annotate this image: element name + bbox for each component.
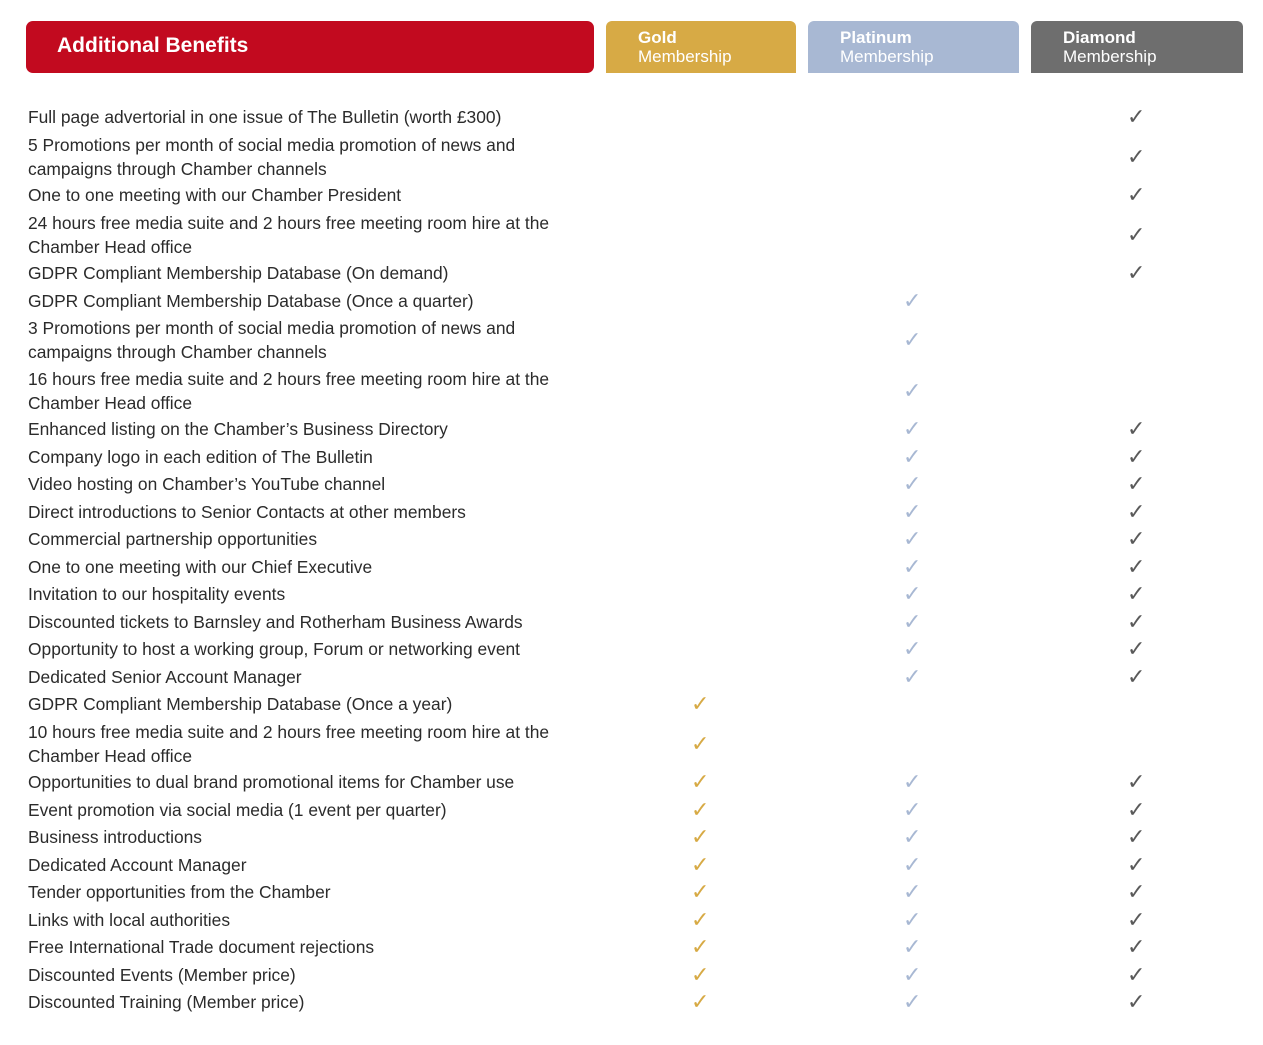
benefit-row	[0, 525, 1263, 553]
diamond-check-icon: ✓	[1127, 961, 1146, 987]
benefit-row	[0, 878, 1263, 906]
benefit-label: One to one meeting with our Chamber President	[28, 185, 402, 205]
diamond-check-icon: ✓	[1127, 471, 1146, 496]
gold-membership-header	[606, 21, 796, 73]
benefit-label: GDPR Compliant Membership Database (Once a year)	[28, 694, 453, 714]
platinum-check-icon: ✓	[903, 498, 922, 524]
gold-check-icon: ✓	[691, 796, 710, 822]
gold-check-icon: ✓	[691, 691, 710, 716]
gold-header-line2: Membership	[638, 47, 732, 66]
gold-check-icon: ✓	[691, 989, 710, 1014]
benefit-label: 24 hours free media suite and 2 hours free meeting room hire at the Chamber Head office	[28, 212, 550, 257]
platinum-check-icon: ✓	[903, 934, 922, 959]
gold-check-icon: ✓	[691, 961, 710, 987]
benefit-row	[0, 131, 1263, 182]
benefit-row	[0, 470, 1263, 498]
benefit-row	[0, 365, 1263, 416]
platinum-check-icon: ✓	[903, 471, 922, 496]
platinum-check-icon: ✓	[903, 327, 922, 352]
platinum-check-icon: ✓	[903, 906, 922, 932]
benefits-table	[0, 103, 1263, 1016]
platinum-check-icon: ✓	[903, 796, 922, 822]
benefit-label: Tender opportunities from the Chamber	[28, 882, 331, 902]
gold-check-icon: ✓	[691, 851, 710, 877]
platinum-check-icon: ✓	[903, 526, 922, 551]
benefit-row	[0, 690, 1263, 718]
benefit-label: GDPR Compliant Membership Database (Once a quarter)	[28, 290, 474, 311]
gold-check-icon: ✓	[691, 879, 710, 904]
benefit-label: Direct introductions to Senior Contacts at other members	[28, 501, 466, 522]
benefit-label: Invitation to our hospitality events	[28, 584, 286, 604]
gold-check-icon: ✓	[691, 824, 710, 849]
benefit-label: Discounted tickets to Barnsley and Rotherham Business Awards	[28, 611, 523, 632]
benefits-title: Additional Benefits	[57, 34, 249, 57]
platinum-check-icon: ✓	[903, 443, 922, 469]
benefit-row	[0, 906, 1263, 934]
platinum-header-line2: Membership	[840, 47, 934, 66]
benefit-row	[0, 287, 1263, 315]
benefit-label: Discounted Training (Member price)	[28, 992, 305, 1012]
benefit-row	[0, 933, 1263, 961]
diamond-check-icon: ✓	[1127, 526, 1146, 551]
diamond-check-icon: ✓	[1127, 221, 1146, 247]
platinum-check-icon: ✓	[903, 769, 922, 794]
platinum-check-icon: ✓	[903, 636, 922, 661]
diamond-check-icon: ✓	[1127, 663, 1146, 689]
benefit-label: Dedicated Senior Account Manager	[28, 666, 302, 687]
platinum-check-icon: ✓	[903, 663, 922, 689]
gold-check-icon: ✓	[691, 769, 710, 794]
platinum-check-icon: ✓	[903, 581, 922, 606]
benefit-label: One to one meeting with our Chief Executive	[28, 556, 373, 577]
benefit-row	[0, 553, 1263, 581]
diamond-check-icon: ✓	[1127, 636, 1146, 661]
gold-check-icon: ✓	[691, 934, 710, 959]
platinum-check-icon: ✓	[903, 989, 922, 1014]
benefit-label: Opportunity to host a working group, Forum or networking event	[28, 639, 521, 659]
platinum-header-line1: Platinum	[840, 28, 912, 47]
benefit-row	[0, 443, 1263, 471]
platinum-check-icon: ✓	[903, 961, 922, 987]
benefit-row	[0, 851, 1263, 879]
platinum-check-icon: ✓	[903, 851, 922, 877]
benefit-label: 16 hours free media suite and 2 hours free meeting room hire at the Chamber Head office	[28, 368, 550, 413]
benefit-label: Video hosting on Chamber’s YouTube channel	[28, 474, 386, 494]
benefit-label: Business introductions	[28, 827, 202, 847]
diamond-check-icon: ✓	[1127, 769, 1146, 794]
benefit-label: Company logo in each edition of The Bulletin	[28, 446, 373, 467]
platinum-check-icon: ✓	[903, 553, 922, 579]
diamond-check-icon: ✓	[1127, 443, 1146, 469]
benefit-label: Dedicated Account Manager	[28, 854, 247, 875]
gold-header-line1: Gold	[638, 28, 677, 47]
benefit-row	[0, 498, 1263, 526]
platinum-check-icon: ✓	[903, 416, 922, 441]
benefit-label: Commercial partnership opportunities	[28, 529, 318, 549]
diamond-check-icon: ✓	[1127, 553, 1146, 579]
benefit-row	[0, 181, 1263, 209]
benefit-label: 3 Promotions per month of social media promotion of news and campaigns through Chamber channels	[28, 318, 516, 362]
benefit-row	[0, 823, 1263, 851]
benefit-label: Enhanced listing on the Chamber’s Business Directory	[28, 419, 448, 439]
diamond-check-icon: ✓	[1127, 143, 1146, 169]
platinum-check-icon: ✓	[903, 287, 922, 313]
platinum-membership-header	[808, 21, 1019, 73]
diamond-check-icon: ✓	[1127, 608, 1146, 634]
diamond-check-icon: ✓	[1127, 879, 1146, 904]
benefit-label: Opportunities to dual brand promotional items for Chamber use	[28, 772, 515, 792]
diamond-header-line1: Diamond	[1063, 28, 1136, 47]
diamond-membership-header	[1031, 21, 1243, 73]
diamond-check-icon: ✓	[1127, 182, 1146, 207]
diamond-check-icon: ✓	[1127, 796, 1146, 822]
diamond-check-icon: ✓	[1127, 104, 1146, 129]
diamond-check-icon: ✓	[1127, 851, 1146, 877]
diamond-check-icon: ✓	[1127, 989, 1146, 1014]
gold-check-icon: ✓	[691, 730, 710, 756]
benefit-row	[0, 718, 1263, 769]
benefit-label: Event promotion via social media (1 event per quarter)	[28, 799, 447, 820]
benefit-label: Free International Trade document rejections	[28, 937, 375, 957]
benefit-label: GDPR Compliant Membership Database (On demand)	[28, 263, 449, 283]
benefit-row	[0, 608, 1263, 636]
benefit-label: Full page advertorial in one issue of The Bulletin (worth £300)	[28, 107, 502, 127]
diamond-check-icon: ✓	[1127, 824, 1146, 849]
diamond-check-icon: ✓	[1127, 260, 1146, 285]
benefit-label: Discounted Events (Member price)	[28, 964, 296, 985]
benefit-row	[0, 796, 1263, 824]
platinum-check-icon: ✓	[903, 879, 922, 904]
platinum-check-icon: ✓	[903, 824, 922, 849]
platinum-check-icon: ✓	[903, 608, 922, 634]
benefit-label: 5 Promotions per month of social media promotion of news and campaigns through Chamber channels	[28, 134, 516, 179]
benefit-row	[0, 961, 1263, 989]
benefit-row	[0, 663, 1263, 691]
benefit-row	[0, 103, 1263, 131]
gold-check-icon: ✓	[691, 906, 710, 932]
benefit-row	[0, 580, 1263, 608]
platinum-check-icon: ✓	[903, 377, 922, 403]
diamond-check-icon: ✓	[1127, 581, 1146, 606]
benefit-row	[0, 259, 1263, 287]
benefit-row	[0, 314, 1263, 365]
diamond-check-icon: ✓	[1127, 906, 1146, 932]
diamond-header-line2: Membership	[1063, 47, 1157, 66]
benefit-row	[0, 988, 1263, 1016]
benefit-row	[0, 635, 1263, 663]
benefit-row	[0, 415, 1263, 443]
diamond-check-icon: ✓	[1127, 416, 1146, 441]
benefit-label: Links with local authorities	[28, 909, 231, 930]
benefit-label: 10 hours free media suite and 2 hours free meeting room hire at the Chamber Head office	[28, 721, 550, 766]
diamond-check-icon: ✓	[1127, 934, 1146, 959]
diamond-check-icon: ✓	[1127, 498, 1146, 524]
benefit-row	[0, 768, 1263, 796]
benefit-row	[0, 209, 1263, 260]
benefits-header	[26, 21, 594, 73]
